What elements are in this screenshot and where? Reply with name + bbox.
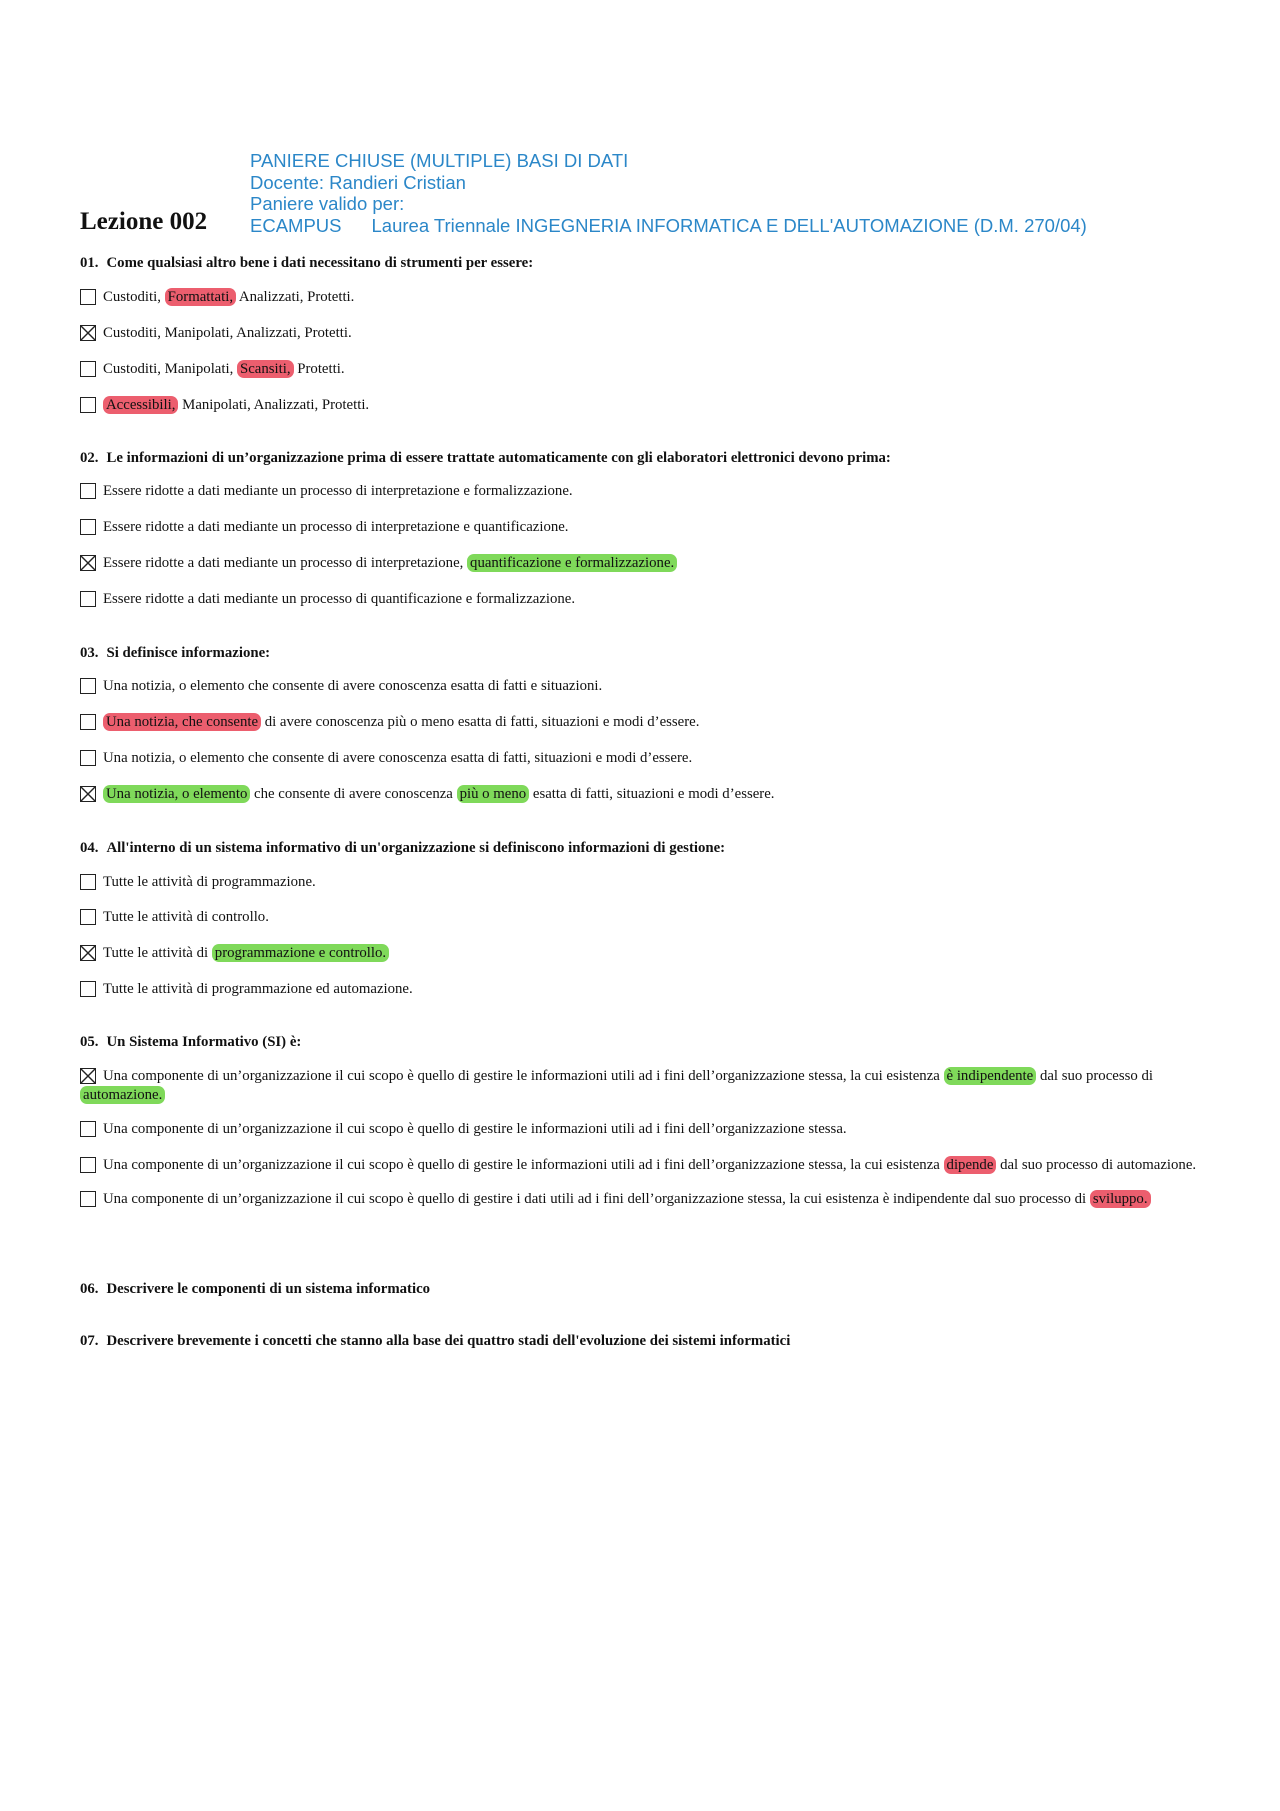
option-text: Una componente di un’organizzazione il cui scopo è quello di gestire le informazioni utili ad i fini dell’organizzazione stessa, la cui esistenza [103, 1068, 940, 1084]
answer-option[interactable] [80, 944, 1220, 963]
correct-highlight: è indipendente [944, 1067, 1037, 1085]
question-text: Descrivere le componenti di un sistema informatico [106, 1281, 431, 1297]
unchecked-checkbox[interactable] [80, 519, 96, 535]
unchecked-checkbox[interactable] [80, 591, 96, 607]
lesson-title: Lezione 002 [80, 208, 208, 235]
option-text: Protetti. [297, 361, 345, 377]
correct-highlight: automazione. [80, 1086, 165, 1104]
option-text: Tutte le attività di programmazione. [103, 874, 316, 890]
question-heading [80, 1280, 1220, 1298]
unchecked-checkbox[interactable] [80, 1191, 96, 1207]
answer-option[interactable] [80, 482, 1220, 501]
question-number: 02. [80, 450, 99, 466]
answer-option[interactable] [80, 1190, 1220, 1209]
unchecked-checkbox[interactable] [80, 981, 96, 997]
answer-option[interactable] [80, 713, 1220, 732]
option-text: Una componente di un’organizzazione il cui scopo è quello di gestire le informazioni utili ad i fini dell’organizzazione stessa. [103, 1121, 847, 1137]
question-number: 04. [80, 840, 99, 856]
question-block-03 [80, 644, 1220, 804]
question-text: Le informazioni di un’organizzazione prima di essere trattate automaticamente con gli elaboratori elettronici devono prima: [106, 450, 891, 466]
question-block-06 [80, 1280, 1220, 1298]
option-text: Essere ridotte a dati mediante un processo di quantificazione e formalizzazione. [103, 591, 576, 607]
answer-option[interactable] [80, 554, 1220, 573]
question-number: 01. [80, 255, 99, 271]
unchecked-checkbox[interactable] [80, 483, 96, 499]
answer-option[interactable] [80, 1067, 1220, 1105]
question-number: 05. [80, 1034, 99, 1050]
option-text: Tutte le attività di programmazione ed automazione. [103, 981, 413, 997]
unchecked-checkbox[interactable] [80, 1121, 96, 1137]
question-heading [80, 644, 1220, 662]
teacher-line: Docente: Randieri Cristian [250, 171, 466, 193]
option-text: Una componente di un’organizzazione il cui scopo è quello di gestire i dati utili ad i fini dell’organizzazione stessa, la cui esistenza è indipendente dal suo processo di [103, 1191, 1087, 1207]
answer-option[interactable] [80, 288, 1220, 307]
valid-for-line: Paniere valido per: [250, 193, 405, 214]
answer-option[interactable] [80, 980, 1220, 999]
answer-option[interactable] [80, 873, 1220, 892]
document-title: PANIERE CHIUSE (MULTIPLE) BASI DI DATI [250, 150, 629, 171]
question-heading [80, 254, 1220, 272]
answer-option[interactable] [80, 749, 1220, 768]
unchecked-checkbox[interactable] [80, 397, 96, 413]
question-heading [80, 449, 1220, 467]
question-text: Si definisce informazione: [106, 645, 271, 661]
question-heading [80, 1332, 1220, 1350]
option-text: Essere ridotte a dati mediante un processo di interpretazione, [103, 555, 464, 571]
answer-option[interactable] [80, 396, 1220, 415]
wrong-highlight: Formattati, [165, 288, 236, 306]
option-text: Analizzati, Protetti. [238, 289, 355, 305]
wrong-highlight: dipende [944, 1156, 997, 1174]
question-block-02 [80, 449, 1220, 609]
option-text: Una notizia, o elemento che consente di avere conoscenza esatta di fatti e situazioni. [103, 678, 603, 694]
question-text: Descrivere brevemente i concetti che stanno alla base dei quattro stadi dell'evoluzione dei sistemi informatici [106, 1333, 791, 1349]
option-text: Una componente di un’organizzazione il cui scopo è quello di gestire le informazioni utili ad i fini dell’organizzazione stessa, la cui esistenza [103, 1157, 940, 1173]
wrong-highlight: Una notizia, che consente [103, 713, 261, 731]
option-text: Una notizia, o elemento che consente di avere conoscenza esatta di fatti, situazioni e modi d’essere. [103, 750, 693, 766]
question-number: 06. [80, 1281, 99, 1297]
question-block-05 [80, 1033, 1220, 1209]
correct-highlight: Una notizia, o elemento [103, 785, 250, 803]
wrong-highlight: sviluppo. [1090, 1190, 1151, 1208]
unchecked-checkbox[interactable] [80, 874, 96, 890]
option-text: Tutte le attività di controllo. [103, 909, 269, 925]
unchecked-checkbox[interactable] [80, 909, 96, 925]
unchecked-checkbox[interactable] [80, 714, 96, 730]
correct-highlight: più o meno [457, 785, 530, 803]
question-text: All'interno di un sistema informativo di un'organizzazione si definiscono informazioni di gestione: [106, 840, 726, 856]
answer-option[interactable] [80, 908, 1220, 927]
option-text: Custoditi, [103, 289, 161, 305]
correct-highlight: quantificazione e formalizzazione. [467, 554, 677, 572]
option-text: Custoditi, Manipolati, Analizzati, Protetti. [103, 325, 352, 341]
unchecked-checkbox[interactable] [80, 361, 96, 377]
option-text: dal suo processo di automazione. [1000, 1157, 1197, 1173]
question-block-07 [80, 1332, 1220, 1350]
answer-option[interactable] [80, 785, 1220, 804]
answer-option[interactable] [80, 590, 1220, 609]
checked-checkbox[interactable] [80, 1068, 96, 1084]
answer-option[interactable] [80, 1156, 1220, 1175]
answer-option[interactable] [80, 1120, 1220, 1139]
answer-option[interactable] [80, 360, 1220, 379]
question-text: Un Sistema Informativo (SI) è: [106, 1034, 302, 1050]
question-block-01 [80, 254, 1220, 415]
answer-option[interactable] [80, 518, 1220, 537]
answer-option[interactable] [80, 324, 1220, 343]
question-text: Come qualsiasi altro bene i dati necessitano di strumenti per essere: [106, 255, 534, 271]
answer-option[interactable] [80, 677, 1220, 696]
correct-highlight: programmazione e controllo. [212, 944, 389, 962]
school-name: ECAMPUS [250, 214, 342, 236]
option-text: Manipolati, Analizzati, Protetti. [182, 397, 370, 413]
checked-checkbox[interactable] [80, 786, 96, 802]
checked-checkbox[interactable] [80, 945, 96, 961]
unchecked-checkbox[interactable] [80, 289, 96, 305]
unchecked-checkbox[interactable] [80, 750, 96, 766]
unchecked-checkbox[interactable] [80, 1157, 96, 1173]
question-number: 07. [80, 1333, 99, 1349]
option-text: esatta di fatti, situazioni e modi d’essere. [532, 786, 775, 802]
option-text: che consente di avere conoscenza [254, 786, 453, 802]
option-text: Essere ridotte a dati mediante un processo di interpretazione e quantificazione. [103, 519, 569, 535]
question-number: 03. [80, 645, 99, 661]
option-text: di avere conoscenza più o meno esatta di fatti, situazioni e modi d’essere. [264, 714, 700, 730]
wrong-highlight: Accessibili, [103, 396, 178, 414]
degree-line [250, 215, 1087, 237]
option-text: Essere ridotte a dati mediante un processo di interpretazione e formalizzazione. [103, 483, 573, 499]
option-text: Custoditi, Manipolati, [103, 361, 234, 377]
option-text: dal suo processo di [1039, 1068, 1153, 1084]
option-text: Tutte le attività di [103, 945, 209, 961]
checked-checkbox[interactable] [80, 555, 96, 571]
question-heading [80, 839, 1220, 857]
degree-name: Laurea Triennale INGEGNERIA INFORMATICA E DELL'AUTOMAZIONE (D.M. 270/04) [371, 214, 1087, 236]
wrong-highlight: Scansiti, [237, 360, 294, 378]
question-heading [80, 1033, 1220, 1051]
question-block-04 [80, 839, 1220, 999]
unchecked-checkbox[interactable] [80, 678, 96, 694]
checked-checkbox[interactable] [80, 325, 96, 341]
document-header [250, 150, 1087, 236]
